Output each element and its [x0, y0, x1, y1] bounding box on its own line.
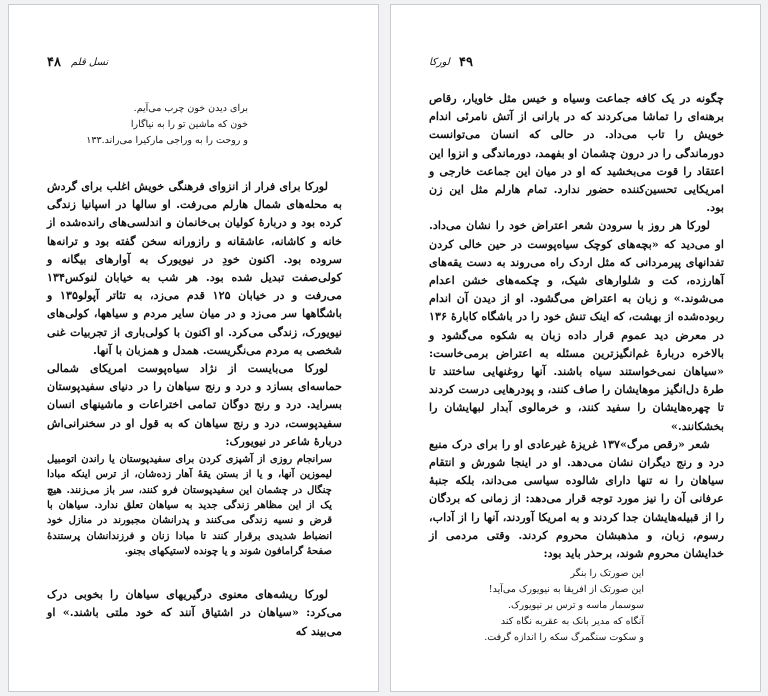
paragraph: شعر «رقص مرگ»۱۳۷ غریزهٔ غیرعادی او را برای درک منبع درد و رنج دیگران نشان می‌دهد. او در اینجا شورش و انتقام سیاهان را نه تنها دارای شالوده سیاسی می‌داند، بلکه جنبهٔ عرفانی آن را نیز مورد توجه قرار می‌دهد: از زمانی که بردگان را از قبیله‌هایشان جدا کردند و به امریکا آوردند، آنها را از آداب، رسوم، زبان، و مذهبشان محروم کردند. وقتی مردمی از خدایشان محروم شوند، برحذر باید بود:	[429, 436, 724, 561]
verse-line: این صورتک را بنگر	[570, 568, 644, 580]
verse-line: و روحت را به وراجی مارکیرا می‌راند.۱۳۳	[86, 135, 248, 146]
right-page-header	[429, 55, 724, 75]
verse-epigraph	[47, 101, 248, 149]
right-running-title: لورکا	[429, 57, 450, 68]
verse-line: و سکوت سنگمرگ سکه را اندازه گرفت.	[484, 632, 644, 644]
left-page-header	[47, 55, 342, 75]
closing-paragraph: لورکا ریشه‌های معنوی درگیریهای سیاهان را بخوبی درک می‌کرد: «سیاهان در اشتیاق آنند که خود ملتی باشند.» او می‌بیند که	[47, 587, 342, 638]
verse-line: سوسمار ماسه و ترس بر نیویورک.	[508, 600, 644, 612]
verse-line: برای دیدن خون چرب می‌آیم.	[133, 103, 248, 114]
verse-poem	[429, 566, 644, 646]
verse-line: این صورتک از افریقا به نیویورک می‌آید!	[488, 584, 644, 596]
verse-line: خون که ماشین تو را به نیاگارا	[130, 119, 248, 130]
paragraph: لورکا هر روز با سرودن شعر اعتراض خود را نشان می‌داد. او می‌دید که «بچه‌های کوچک سیاه‌پوست در حین خالی کردن تفدانهای پیرمردانی که مثل اردک راه می‌روند به دست یقه‌های آهارزده، کت و شلوارهای شیک، و چکمه‌های خشن اعدام می‌شوند.» و زبان به اعتراض می‌گشود. او از دیدن آن اندام ربوده‌شده از بهشت، که اینک تنش خود را در باشگاه کابارهٔ ۱۳۶ در معرض دید عموم قرار داده زبان به شکوه می‌گشود و بالاخره دربارهٔ غم‌انگیزترین مسئله به اعتراض برمی‌خاست: «سیاهان نمی‌خواستند سیاه باشند. آنها روغنهایی ساختند تا طرهٔ دل‌انگیز موهایشان را صاف کنند، و پودرهایی درست کردند تا چهره‌هایشان را سفید کنند، و خرمالوی آبدار لبهایشان را بخشکانند.»	[429, 218, 724, 433]
left-page	[8, 4, 379, 692]
left-page-number: ۴۸	[47, 55, 61, 70]
paragraph: لورکا می‌بایست از نژاد سیاه‌پوست امریکای شمالی حماسه‌ای بسازد و درد و رنج سیاهان را در دنیای سفیدپوستان بسراید. درد و رنج دوگان تمامی اختراعات و ماشینهای انسان سفیدپوست، درد و رنج سیاهان که به قول او در سخنرانی‌اش دربارهٔ شاعر در نیویورک:	[47, 361, 342, 448]
left-running-title: نسل قلم	[71, 57, 109, 68]
right-page-body	[429, 89, 724, 646]
left-page-body	[47, 101, 342, 640]
paragraph: چگونه در یک کافه جماعت وسیاه و خیس مثل خاویار، رقاص برهنه‌ای را تماشا می‌کردند که در بارانی از آتش نامرئی اندام خویش را تاب می‌داد. در حالی که انسان می‌توانست دورماندگی را در درون چشمان او بفهمد، دورماندگی و انزوا این اعتقاد را قوت می‌بخشید که او در میان این جماعت خارجی و امریکایی تحسین‌کننده حضور ندارد. تمام هارلم مثل این زن بود.	[429, 91, 724, 215]
paragraph: لورکا برای فرار از انزوای فرهنگی خویش اغلب برای گردش به محله‌های شمال هارلم می‌رفت. او سالها در اسپانیا زندگی کرده بود و دربارهٔ کولیان بی‌خانمان و اندلسی‌های رانده‌شده از خانه و کاشانه، عاشقانه و رازورانه سخن گفته بود و ترانه‌ها سروده بود. اکنون خودِ در نیویورک به آوارهای بیگانه و کولی‌صفت تبدیل شده بود. هر شب به خیابان لنوکس۱۳۴ می‌رفت و در خیابان ۱۲۵ قدم می‌زد، به تئاتر آپولو۱۳۵ و باشگاهها سر می‌زد و در میان سایر مردم و سیاهها، کولی‌های نیویورک، زندگی می‌کرد. او اکنون با کولی‌باری از تجربیات غنی شخصی به مردم می‌نگریست. همدل و همزبان با آنها.	[47, 179, 342, 357]
block-quote: سرانجام روزی از آشپزی کردن برای سفیدپوستان یا راندن اتومبیل لیموزین آنها، و یا از بستن یقهٔ آهار زده‌شان، از ترس اینکه مبادا چنگال در چشمان این سفیدپوستان فرو کنند، سر باز می‌زنند. هیچ یک از این مظاهر زندگی جدید به سیاهان تعلق ندارد. سیاهان با قرض و نسیه زندگی می‌کنند و پدرانشان مجبورند در منازل خود انضباط شدیدی برقرار کنند تا مبادا زنان و فرزندانشان پرستندهٔ صفحهٔ گرامافون شوند و یا چونده لاستیکهای بجنو.	[47, 454, 332, 557]
verse-line: آنگاه که مدیر بانک به عقربه نگاه کند	[500, 616, 644, 628]
right-page-number: ۴۹	[459, 55, 473, 70]
right-page	[390, 4, 761, 692]
